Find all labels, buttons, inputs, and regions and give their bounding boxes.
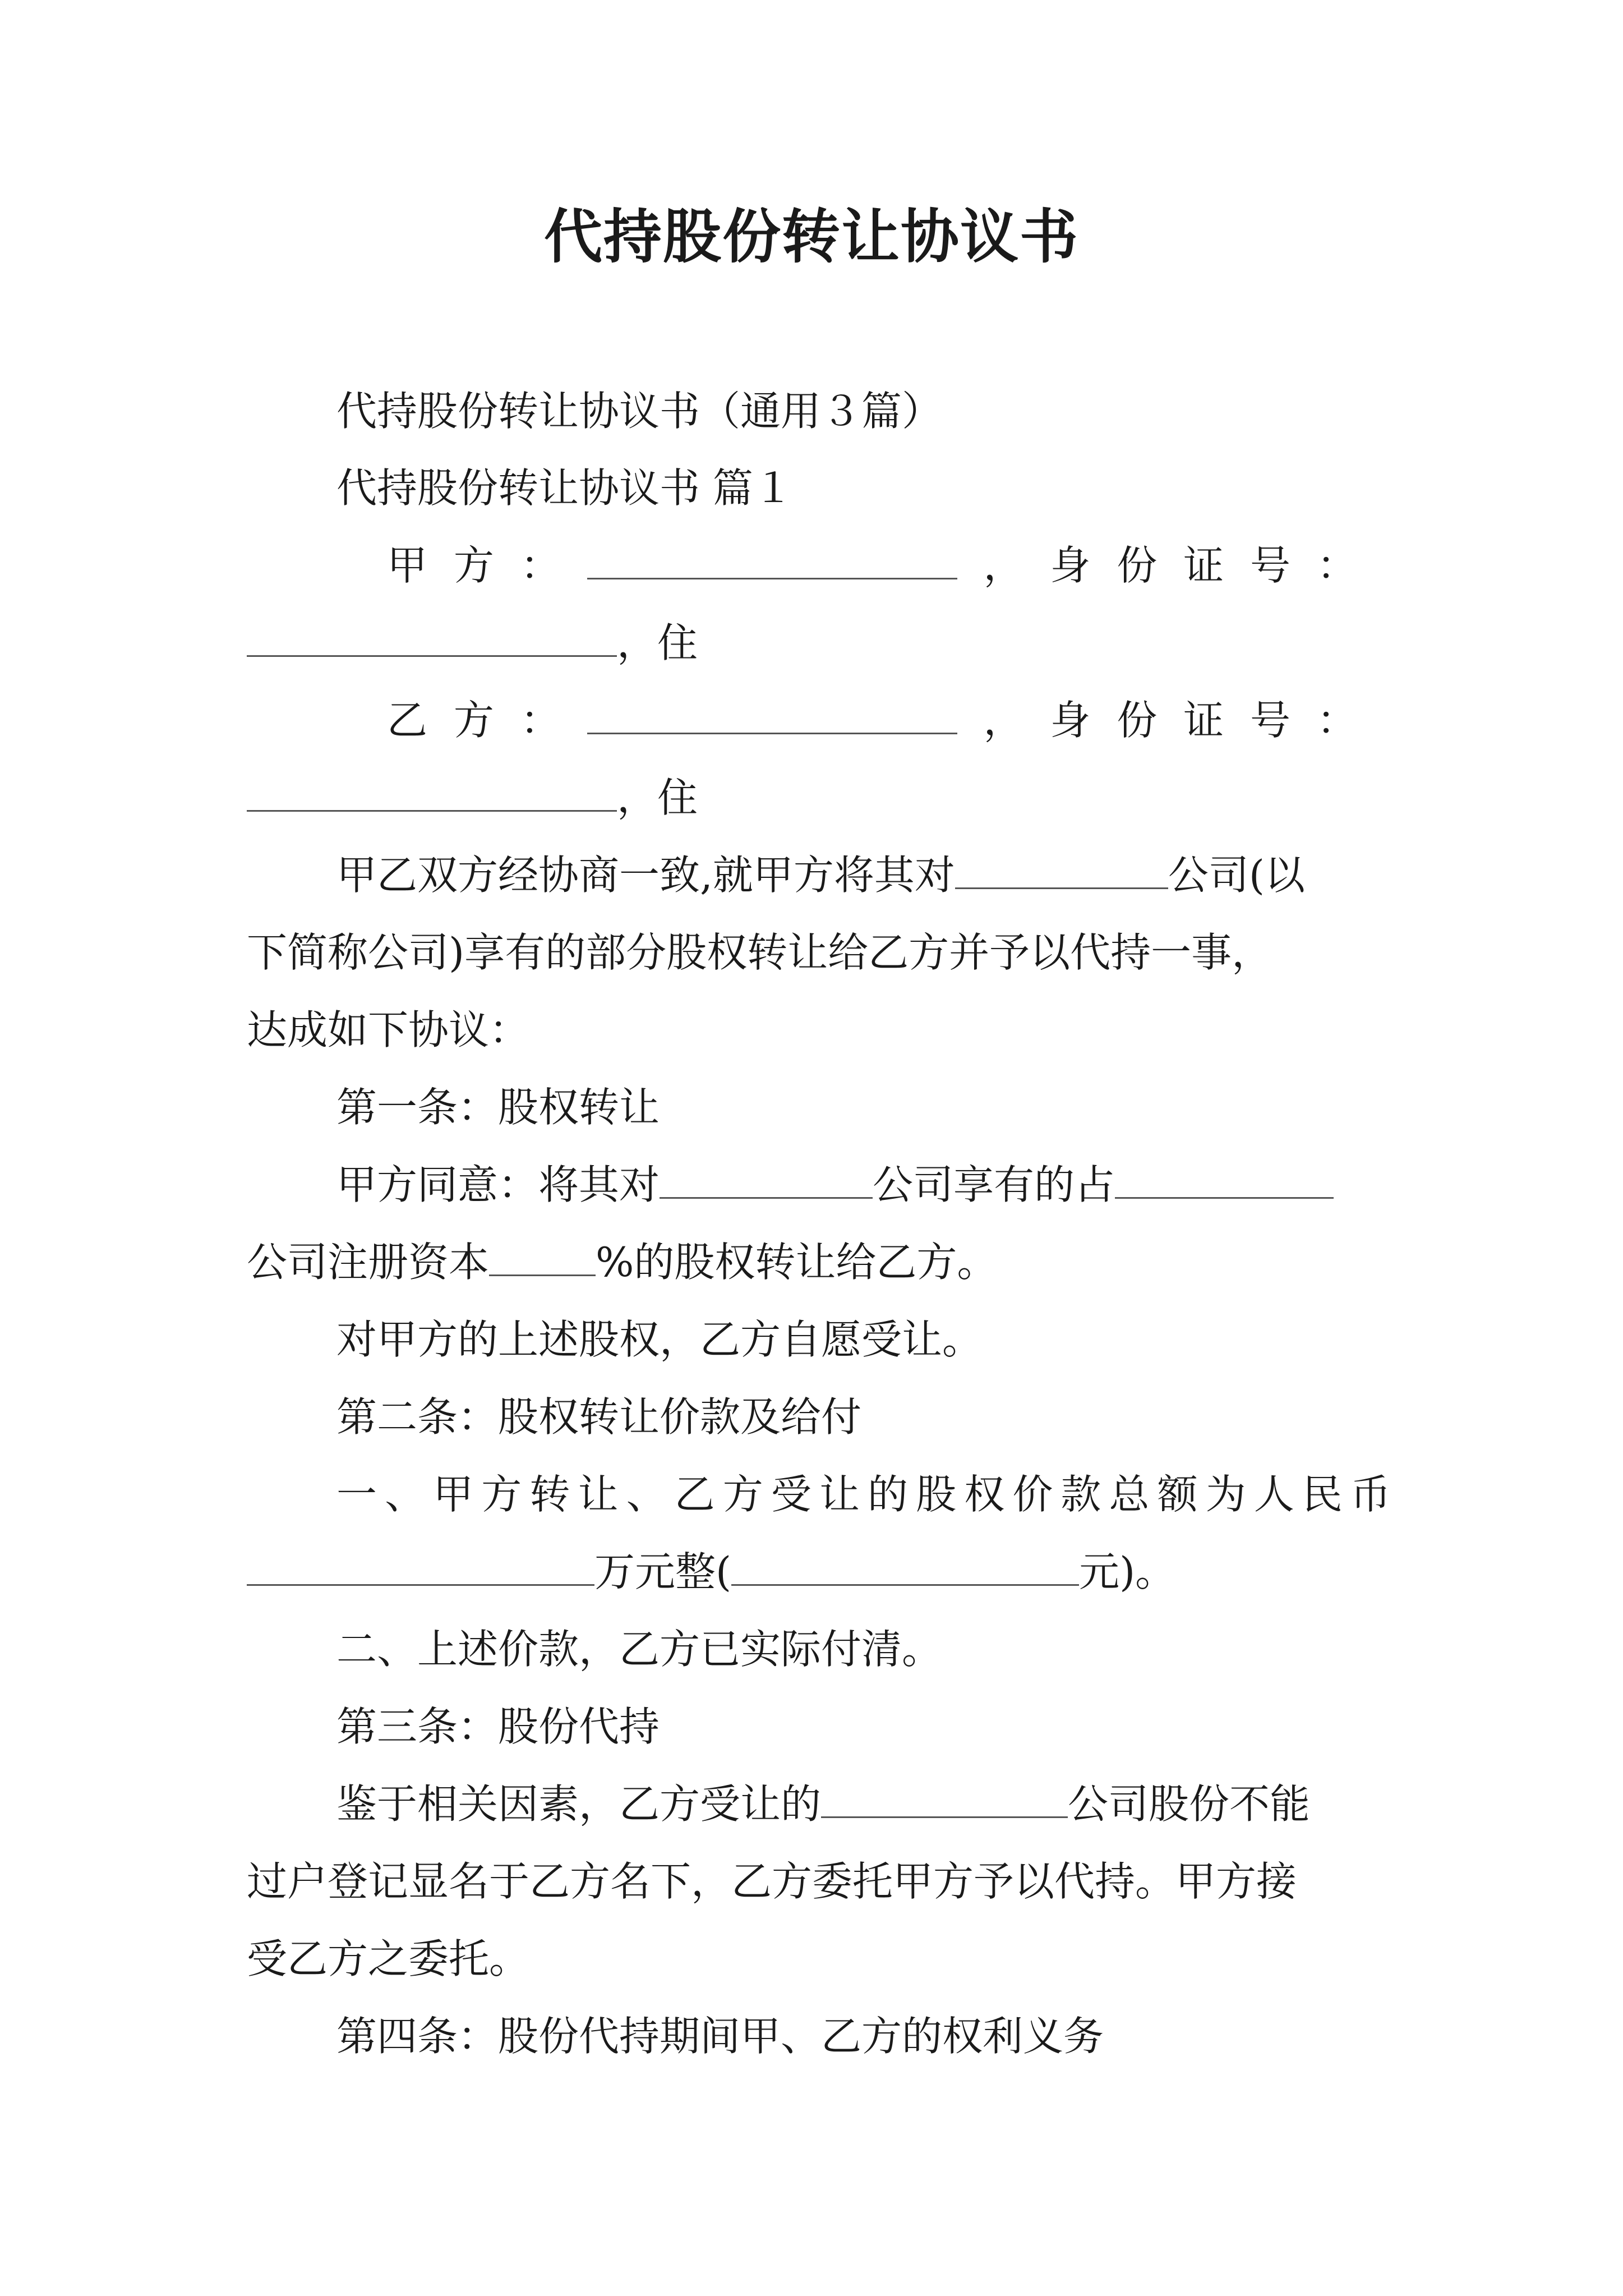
article-1-line-2-post: %的股权转让给乙方。 [596,1239,998,1286]
party-a-address-suffix: ，住 [617,619,698,666]
party-a-id-char: 份 [1117,542,1158,589]
article-3-heading: 第三条：股份代持 [336,1703,660,1750]
article-2-char: 额 [1157,1471,1198,1518]
party-b-comma: ， [983,697,1024,744]
party-b-row [387,692,1357,748]
party-a-id-blank [247,619,617,657]
article-2-item-1 [336,1466,1391,1522]
intro-line-3: 达成如下协议： [247,1006,530,1053]
article-2-char: 币 [1350,1471,1391,1518]
section-heading: 代持股份转让协议书 篇１ [336,464,794,512]
party-b-label-char: 方 [453,697,494,744]
article-2-char: 让 [819,1471,860,1518]
article-1-line-2-pre: 公司注册资本 [247,1239,490,1286]
party-a-name-blank [587,542,957,579]
article-2-char: 股 [916,1471,957,1518]
article-2-heading: 第二条：股权转让价款及给付 [336,1393,862,1441]
company-blank [1115,1161,1334,1199]
party-a-address-row [247,615,698,671]
article-1-line-1-pre: 甲方同意：将其对 [336,1161,660,1208]
party-a-id-char: ： [1316,542,1357,589]
article-3-line-1 [336,1776,1310,1832]
article-2-char: 权 [964,1471,1005,1518]
article-2-char: 民 [1302,1471,1343,1518]
intro-line-1 [336,847,1305,903]
party-b-label-char: 乙 [387,697,428,744]
party-b-id-blank [247,774,617,812]
party-a-id-char: 号 [1249,542,1290,589]
article-1-line-2 [247,1234,997,1290]
article-3-line-1-post: 公司股份不能 [1068,1780,1311,1828]
article-2-char: 方 [481,1471,522,1518]
article-1-line-1-mid: 公司享有的占 [873,1161,1115,1208]
article-2-char: 的 [868,1471,909,1518]
document-title: 代持股份转让协议书 [543,202,1079,271]
party-a-label-char: 甲 [387,542,428,589]
intro-line-1-post: 公司(以 [1168,852,1305,899]
percent-blank [489,1239,596,1276]
article-2-char: 为 [1205,1471,1246,1518]
article-2-char: 甲 [433,1471,474,1518]
party-b-address-row [247,770,698,826]
amount-yuan-blank [731,1548,1079,1586]
party-b-id-char: ： [1316,697,1357,744]
article-2-char: 价 [1012,1471,1053,1518]
party-a-id-char: 身 [1050,542,1091,589]
intro-line-1-pre: 甲乙双方经协商一致,就甲方将其对 [336,852,955,899]
article-3-line-2: 过户登记显名于乙方名下，乙方委托甲方予以代持。甲方接 [247,1858,1297,1905]
article-2-char: 转 [529,1471,570,1518]
article-2-char: 让 [578,1471,619,1518]
party-b-id-char: 份 [1117,697,1158,744]
party-a-label-char: ： [520,542,561,589]
party-b-address-suffix: ，住 [617,774,698,821]
article-3-line-1-pre: 鉴于相关因素，乙方受让的 [336,1780,822,1828]
amount-wan-blank [247,1548,594,1586]
article-1-heading: 第一条：股权转让 [336,1084,660,1131]
intro-line-2: 下简称公司)享有的部分股权转让给乙方并予以代持一事， [247,929,1272,976]
party-a-label-char: 方 [453,542,494,589]
article-2-char: 一 [336,1471,377,1518]
article-1-line-3: 对甲方的上述股权，乙方自愿受让。 [336,1316,983,1363]
party-a-comma: ， [983,542,1024,589]
party-b-id-char: 证 [1183,697,1224,744]
party-b-id-char: 号 [1249,697,1290,744]
article-2-char: 受 [771,1471,811,1518]
party-b-id-char: 身 [1050,697,1091,744]
article-2-yuan: 元)。 [1079,1548,1176,1595]
article-2-char: 方 [722,1471,763,1518]
party-a-id-char: 证 [1183,542,1224,589]
article-2-item-2: 二、上述价款，乙方已实际付清。 [336,1626,943,1673]
party-b-name-blank [587,697,957,734]
article-3-line-3: 受乙方之委托。 [247,1935,530,1982]
article-2-char: 、 [626,1471,667,1518]
article-2-char: 总 [1109,1471,1150,1518]
article-2-char: 人 [1253,1471,1294,1518]
article-2-wan: 万元整( [594,1548,732,1595]
article-2-char: 、 [385,1471,426,1518]
article-2-char: 乙 [674,1471,715,1518]
party-a-row [387,537,1357,593]
company-blank [821,1780,1068,1818]
article-2-char: 款 [1061,1471,1101,1518]
company-blank [955,852,1168,889]
party-b-label-char: ： [520,697,561,744]
company-blank [660,1161,873,1199]
document-subtitle: 代持股份转让协议书（通用３篇） [336,388,943,435]
article-4-heading: 第四条：股份代持期间甲、乙方的权利义务 [336,2013,1104,2060]
article-2-item-1-line-2 [247,1544,1175,1600]
article-1-line-1 [336,1157,1334,1213]
